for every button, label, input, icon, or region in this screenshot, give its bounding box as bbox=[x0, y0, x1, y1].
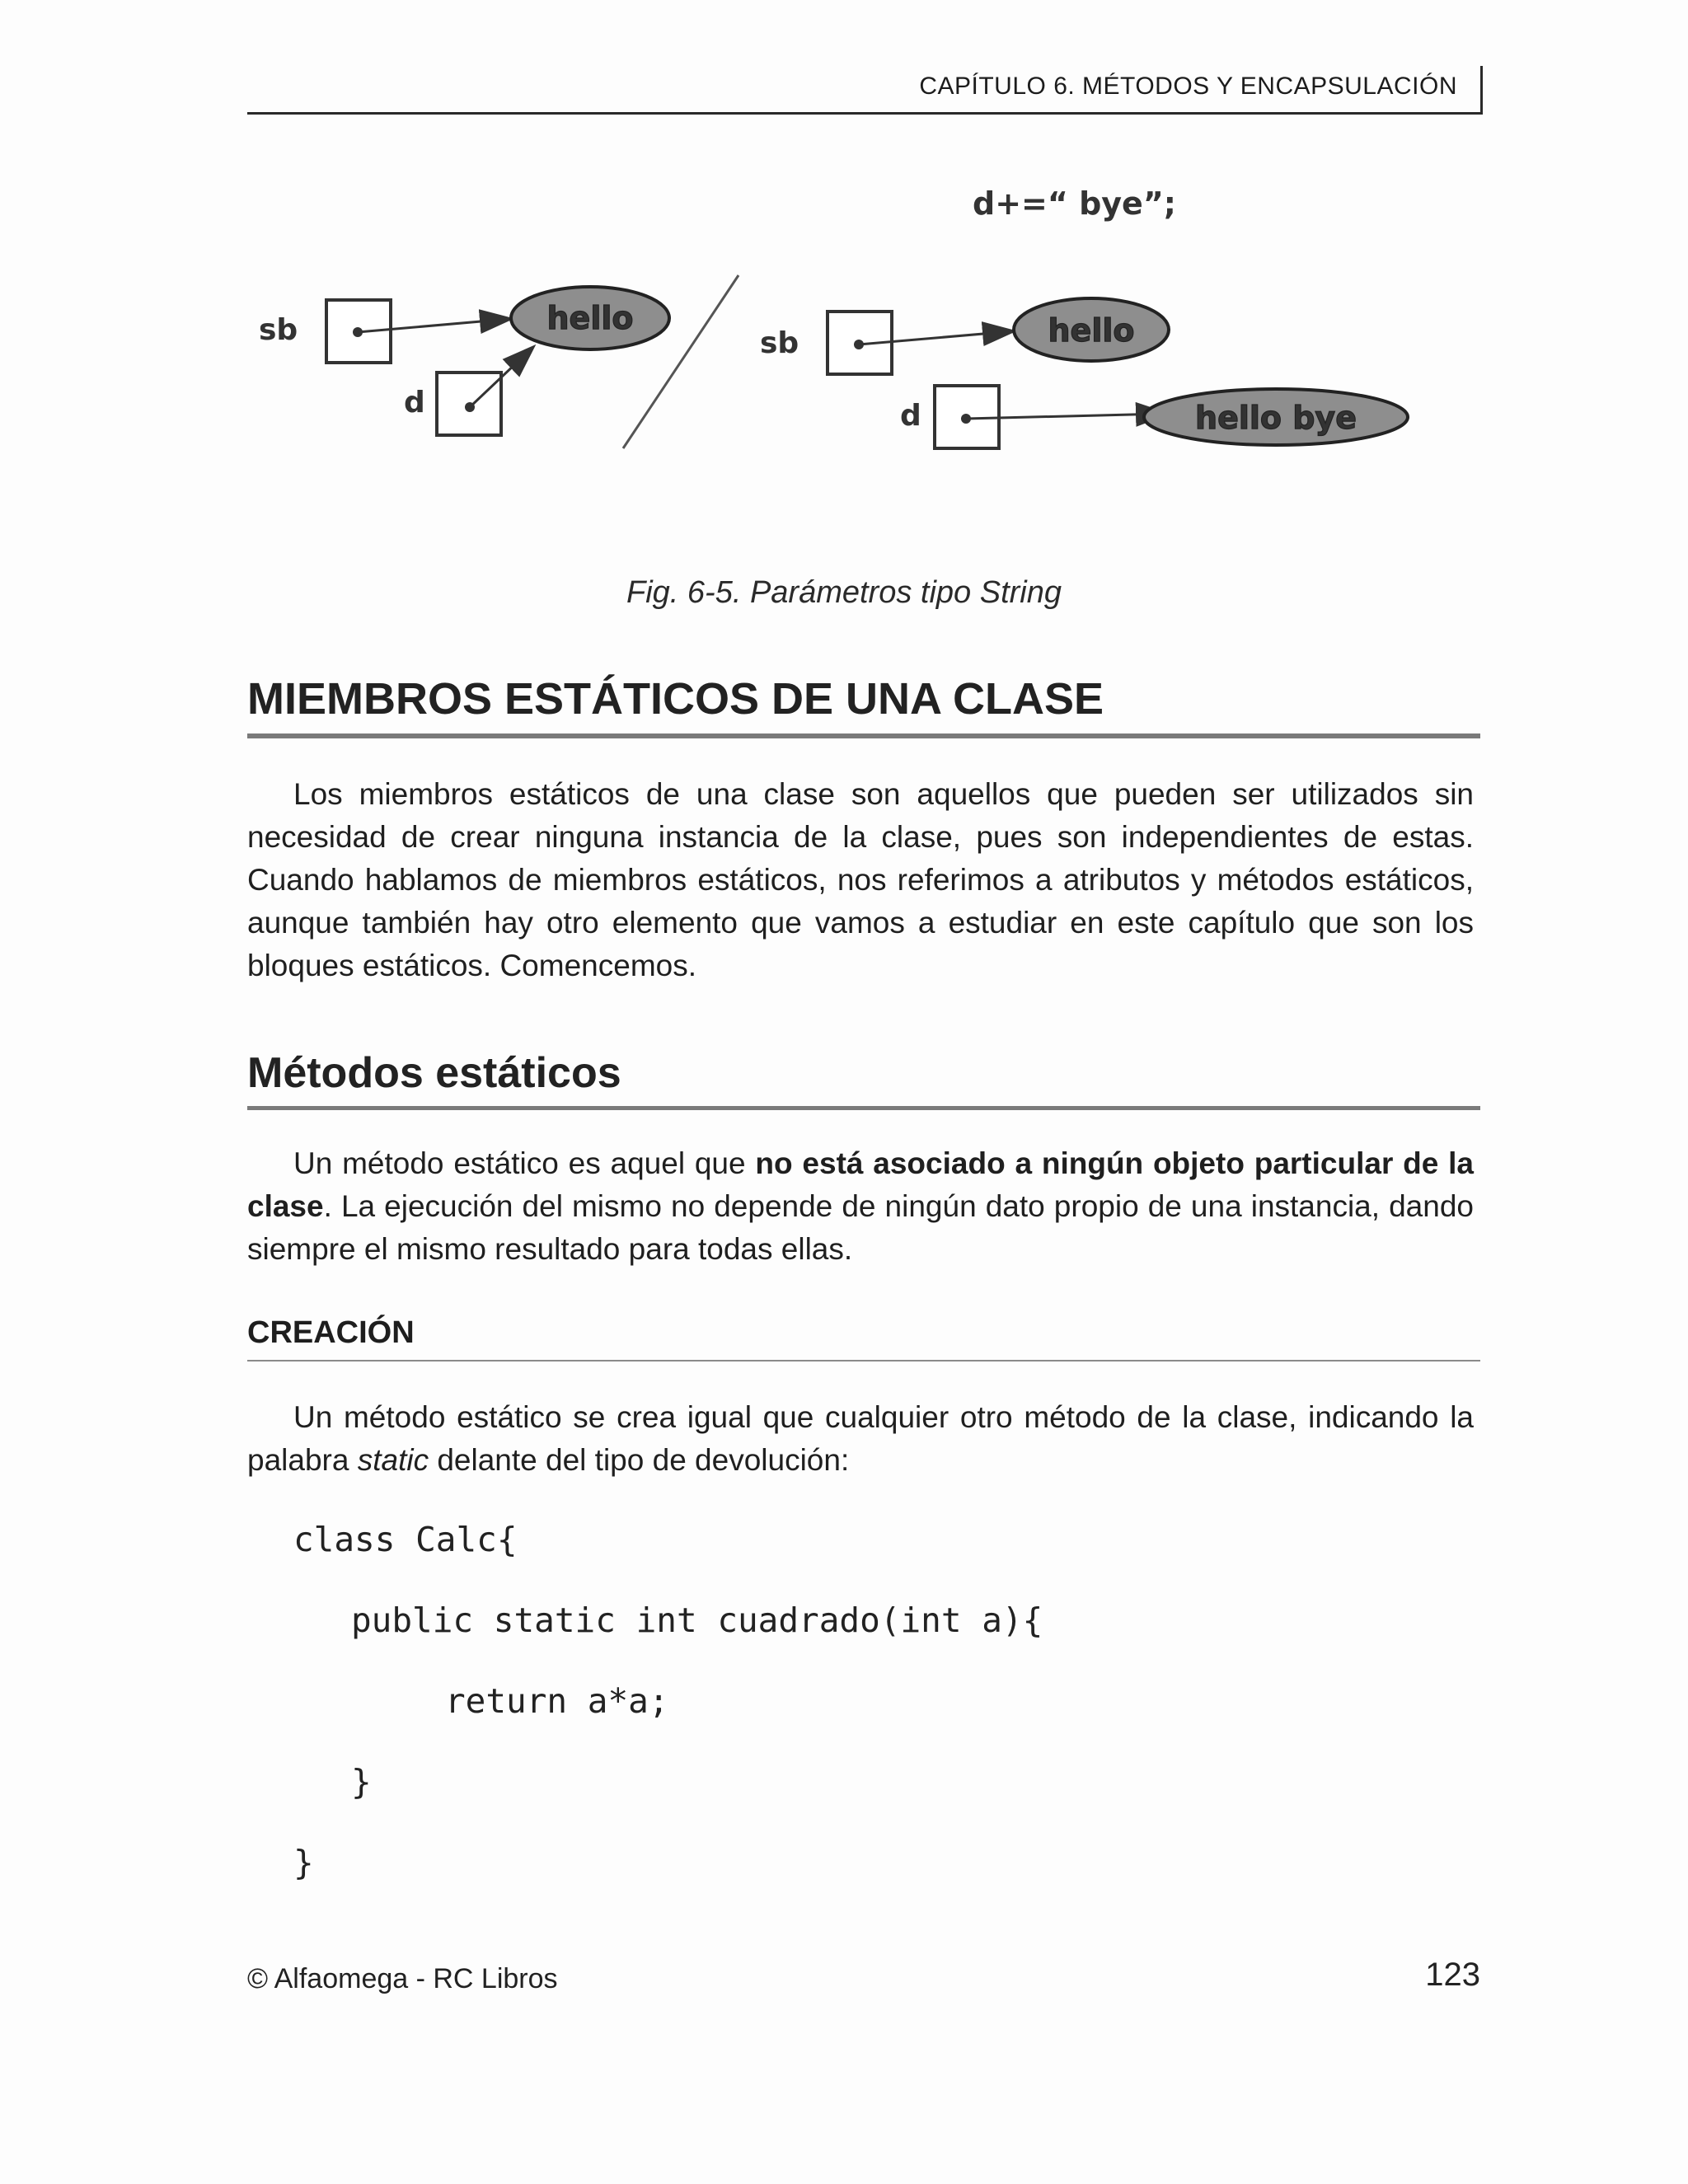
page-number: 123 bbox=[1425, 1957, 1480, 1993]
right-statement: d+=“ bye”; bbox=[973, 185, 1176, 222]
paragraph-text: . La ejecución del mismo no depende de ningún dato propio de una instancia, dando siempre el mismo resultado para todas ellas. bbox=[247, 1189, 1474, 1266]
running-title: CAPÍTULO 6. MÉTODOS Y ENCAPSULACIÓN bbox=[919, 73, 1457, 100]
code-line-method-close: } bbox=[351, 1762, 372, 1802]
section-heading: MIEMBROS ESTÁTICOS DE UNA CLASE bbox=[247, 674, 1480, 738]
left-hello-text: hello bbox=[546, 300, 634, 336]
right-d-label: d bbox=[900, 399, 921, 433]
left-sb-label: sb bbox=[259, 313, 298, 347]
figure-caption: Fig. 6-5. Parámetros tipo String bbox=[626, 575, 1062, 610]
subsection-heading: Métodos estáticos bbox=[247, 1048, 1480, 1110]
paragraph-text: delante del tipo de devolución: bbox=[429, 1443, 850, 1477]
code-line-method-decl: public static int cuadrado(int a){ bbox=[351, 1601, 1043, 1640]
code-line-class-close: } bbox=[293, 1843, 314, 1882]
paragraph-keyword: static bbox=[357, 1443, 429, 1477]
code-line-return: return a*a; bbox=[445, 1681, 669, 1721]
right-hello-bye-text: hello bye bbox=[1195, 400, 1357, 436]
running-header bbox=[247, 66, 1483, 115]
code-line-class-decl: class Calc{ bbox=[293, 1520, 518, 1559]
section-intro-paragraph: Los miembros estáticos de una clase son aquellos que pueden ser utilizados sin necesidad de crear ninguna instancia de la clase, pues son independientes de estas. Cuando hablamos de miembros estáticos, nos referimos a atributos y métodos estáticos, aunque también hay otro elemento que vamos a estudiar en este capítulo que son los bloques estáticos. Comencemos. bbox=[247, 777, 1474, 982]
creacion-paragraph bbox=[247, 1396, 1474, 1482]
creacion-heading: CREACIÓN bbox=[247, 1314, 1480, 1361]
footer-copyright: © Alfaomega - RC Libros bbox=[247, 1963, 558, 1994]
static-methods-paragraph bbox=[247, 1142, 1474, 1271]
paragraph-emphasis: no está asociado a ningún objeto particular de la clase bbox=[247, 1146, 1474, 1223]
figure-diagram bbox=[247, 165, 1480, 494]
paragraph-text: Un método estático es aquel que bbox=[293, 1146, 756, 1180]
figure-string-params bbox=[247, 165, 1480, 494]
left-d-label: d bbox=[404, 386, 425, 419]
paragraph-text: Un método estático se crea igual que cualquier otro método de la clase, indicando la palabra bbox=[247, 1400, 1474, 1477]
right-hello-text: hello bbox=[1048, 312, 1135, 349]
right-sb-label: sb bbox=[760, 326, 799, 360]
